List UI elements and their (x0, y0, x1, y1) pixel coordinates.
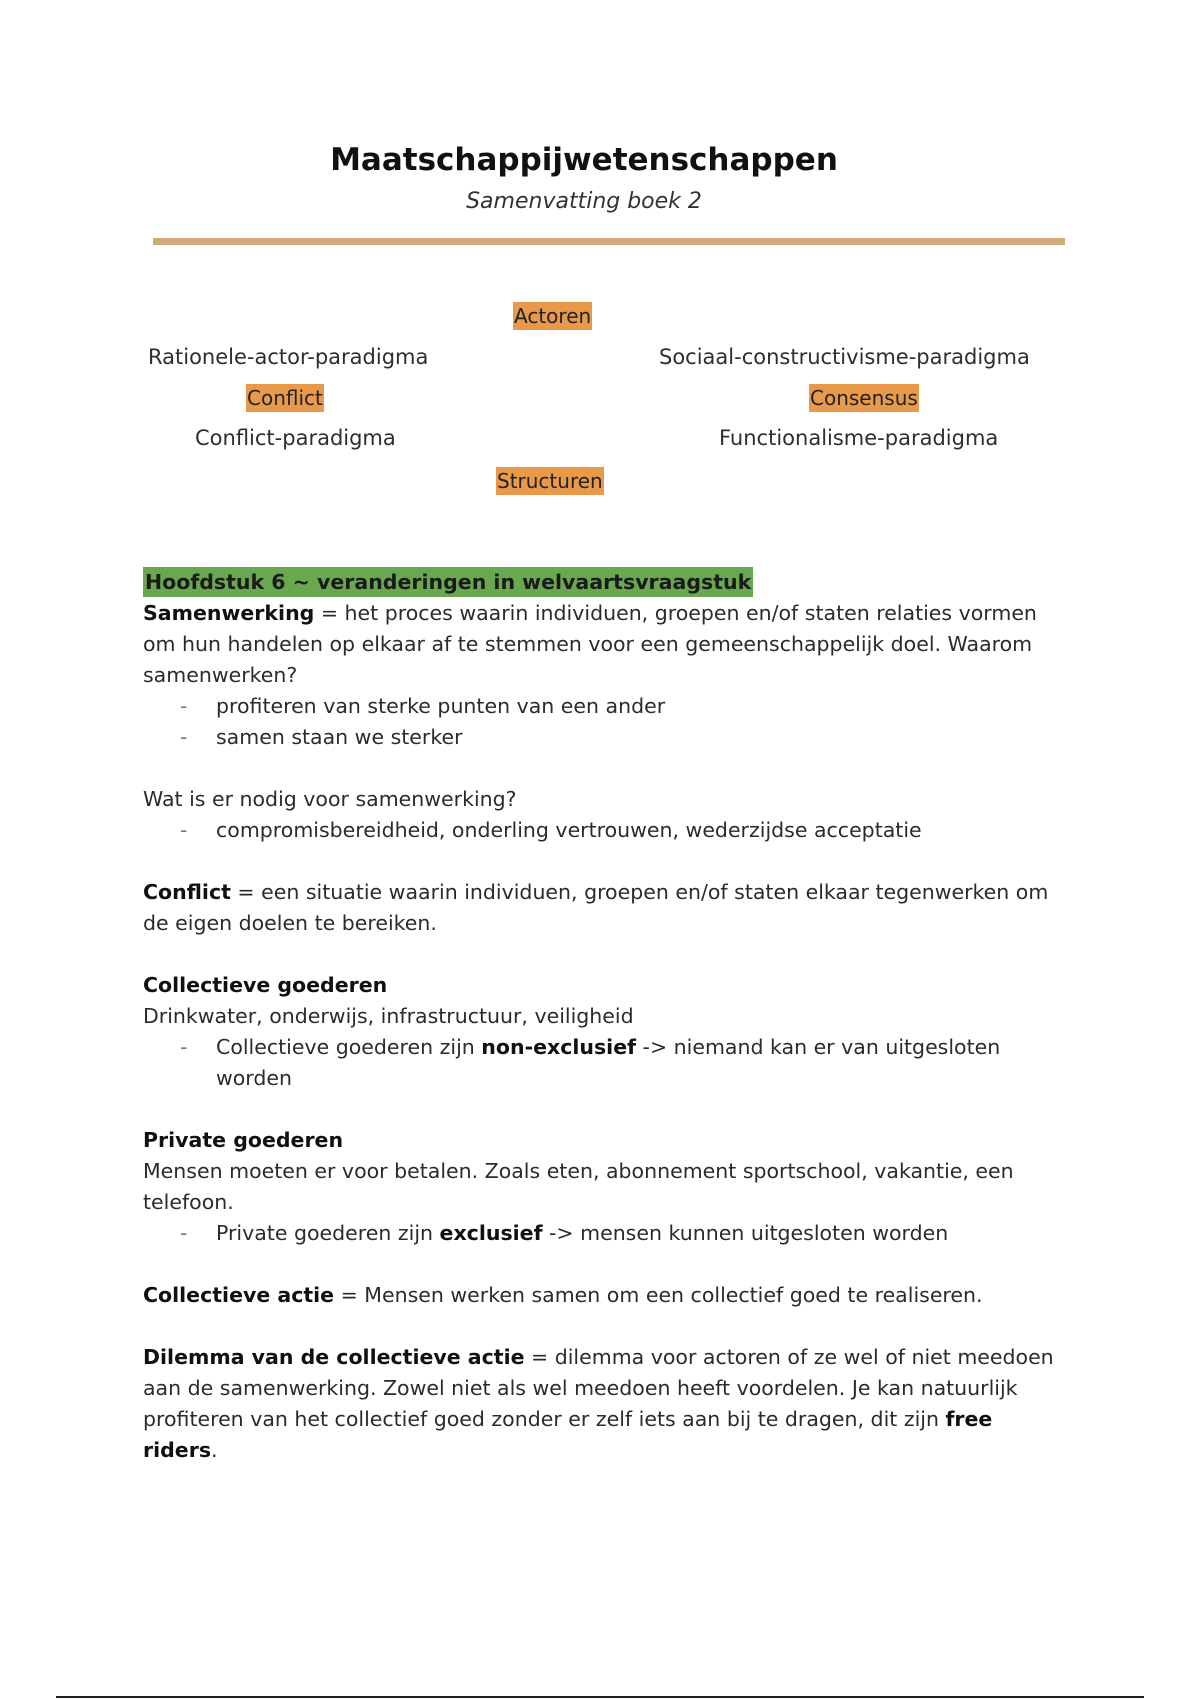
collectieve-actie-term: Collectieve actie (143, 1283, 335, 1307)
dilemma-term: Dilemma van de collectieve actie (143, 1345, 525, 1369)
list-item: - Collectieve goederen zijn non-exclusief -> niemand kan er van uitgesloten worden (143, 1032, 1063, 1094)
private-goederen-heading: Private goederen (143, 1128, 344, 1152)
nodig-items (143, 815, 1063, 846)
diagram-functionalisme: Functionalisme-paradigma (719, 426, 999, 450)
conflict-paragraph (143, 877, 1063, 939)
chapter-heading: Hoofdstuk 6 ~ veranderingen in welvaartsvraagstuk (143, 567, 753, 597)
diagram-label-actoren: Actoren (514, 304, 592, 328)
chapter-content (143, 567, 1063, 1466)
collectieve-actie-paragraph (143, 1280, 1063, 1311)
conflict-term: Conflict (143, 880, 231, 904)
diagram-rationele-actor: Rationele-actor-paradigma (148, 345, 429, 369)
list-item: - Private goederen zijn exclusief -> mensen kunnen uitgesloten worden (143, 1218, 1063, 1249)
document-title: Maatschappijwetenschappen (330, 142, 838, 178)
list-item: - samen staan we sterker (143, 722, 1063, 753)
collectieve-goederen-heading: Collectieve goederen (143, 973, 388, 997)
diagram-conflict-paradigma: Conflict-paradigma (195, 426, 396, 450)
list-item: - profiteren van sterke punten van een ander (143, 691, 1063, 722)
list-item: - compromisbereidheid, onderling vertrouwen, wederzijdse acceptatie (143, 815, 1063, 846)
free-riders-term: free riders (143, 1407, 993, 1462)
samenwerking-paragraph (143, 598, 1063, 691)
samenwerking-definition: = het proces waarin individuen, groepen en/of staten relaties vormen om hun handelen op elkaar af te stemmen voor een gemeenschappelijk doel. Waarom samenwerken? (143, 601, 1037, 687)
diagram-label-consensus: Consensus (810, 386, 918, 410)
samenwerking-term: Samenwerking (143, 601, 315, 625)
collectieve-goederen-examples: Drinkwater, onderwijs, infrastructuur, veiligheid (143, 1004, 634, 1028)
document-subtitle: Samenvatting boek 2 (466, 189, 702, 214)
conflict-definition: = een situatie waarin individuen, groepen en/of staten elkaar tegenwerken om de eigen doelen te bereiken. (143, 880, 1049, 935)
title-divider (153, 238, 1065, 245)
private-goederen-examples: Mensen moeten er voor betalen. Zoals eten, abonnement sportschool, vakantie, een telefoon. (143, 1159, 1014, 1214)
diagram-label-structuren: Structuren (497, 469, 603, 493)
nodig-question: Wat is er nodig voor samenwerking? (143, 787, 517, 811)
page-bottom-border (56, 1696, 1144, 1698)
collectieve-actie-definition: = Mensen werken samen om een collectief goed te realiseren. (334, 1283, 983, 1307)
diagram-label-conflict: Conflict (247, 386, 323, 410)
dilemma-definition: = dilemma voor actoren of ze wel of niet meedoen aan de samenwerking. Zowel niet als wel meedoen heeft voordelen. Je kan natuurlijk profiteren van het collectief goed zonder er zelf iets aan bij te dragen, dit zijn (143, 1345, 1054, 1431)
private-goederen-list (143, 1218, 1063, 1249)
samenwerking-reasons (143, 691, 1063, 753)
dilemma-paragraph: Dilemma van de collectieve actie = dilemma voor actoren of ze wel of niet meedoen aan de samenwerking. Zowel niet als wel meedoen heeft voordelen. Je kan natuurlijk profiteren van het collectief goed zonder er zelf iets aan bij te dragen, dit zijn free riders. (143, 1345, 1054, 1462)
collectieve-goederen-list (143, 1032, 1063, 1094)
diagram-sociaal-constructivisme: Sociaal-constructivisme-paradigma (659, 345, 1030, 369)
